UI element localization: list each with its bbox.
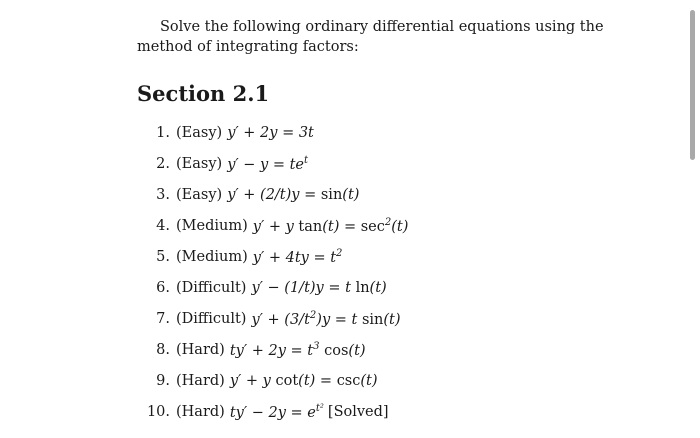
equation-part: y′ + 2y = 3t — [227, 124, 314, 141]
problem-number: 3. — [156, 186, 170, 203]
equation-superscript: 2 — [384, 216, 392, 228]
equation — [251, 310, 400, 328]
equation-part: ty′ − 2y = e — [229, 404, 316, 421]
difficulty-label: (Easy) — [176, 155, 223, 172]
difficulty-label: (Hard) — [176, 341, 225, 358]
equation-part: sec — [360, 218, 385, 235]
equation-part: sin — [320, 186, 343, 203]
equation — [230, 373, 378, 389]
solved-tag: [Solved] — [327, 403, 389, 420]
equation-part: ln — [355, 279, 370, 296]
equation-superscript: t — [304, 154, 309, 166]
equation-part: (t) = — [298, 372, 337, 389]
equation-part: sin — [361, 311, 384, 328]
problem-item — [137, 241, 408, 272]
problem-number: 7. — [156, 310, 170, 327]
equation-part: (t) — [391, 218, 409, 235]
equation — [251, 280, 386, 296]
problem-number: 2. — [156, 155, 170, 172]
scrollbar-thumb[interactable] — [690, 10, 695, 160]
problem-number: 1. — [156, 124, 170, 141]
equation-superscript: 2 — [336, 247, 343, 259]
equation — [227, 155, 308, 173]
problem-item — [137, 365, 408, 396]
problem-item — [137, 210, 408, 241]
problem-item — [137, 272, 408, 303]
equation-part: y′ + (3/t — [251, 311, 310, 328]
problem-item — [137, 179, 408, 210]
equation — [253, 217, 409, 235]
difficulty-label: (Hard) — [176, 403, 225, 420]
difficulty-label: (Difficult) — [176, 310, 247, 327]
equation-part: (t) — [360, 372, 378, 389]
problem-number: 5. — [156, 248, 170, 265]
equation — [230, 403, 324, 421]
equation-part: y′ − (1/t)y = t — [251, 279, 356, 296]
equation-part: csc — [336, 372, 361, 389]
equation-part: cot — [275, 372, 299, 389]
problem-number: 9. — [156, 372, 170, 389]
vertical-scrollbar[interactable] — [688, 0, 700, 438]
equation-part: (t) — [342, 186, 360, 203]
section-heading: Section 2.1 — [137, 81, 270, 106]
equation-part: y′ + y — [229, 372, 276, 389]
equation-part: )y = t — [316, 311, 362, 328]
equation-part: (t) = — [322, 218, 361, 235]
instructions-paragraph: Solve the following ordinary differential equations using the method of integrating factors: — [137, 19, 604, 55]
equation-superscript: t² — [315, 402, 324, 414]
problem-item — [137, 334, 408, 365]
equation-superscript: 3 — [313, 340, 320, 352]
problem-item — [137, 396, 408, 427]
equation — [253, 248, 343, 266]
problem-list — [137, 117, 408, 427]
equation — [230, 341, 366, 359]
equation-part: y′ − y = te — [227, 156, 305, 173]
difficulty-label: (Easy) — [176, 186, 223, 203]
equation-part: (t) — [383, 311, 401, 328]
equation-superscript: 2 — [309, 309, 317, 321]
problem-number: 10. — [146, 403, 170, 420]
equation — [227, 187, 359, 203]
equation-part: (t) — [348, 342, 366, 359]
problem-item — [137, 148, 408, 179]
equation-part: y′ + 4ty = t — [252, 249, 337, 266]
problem-number: 8. — [156, 341, 170, 358]
equation-part: ty′ + 2y = t — [229, 342, 314, 359]
difficulty-label: (Medium) — [176, 217, 248, 234]
equation — [227, 125, 314, 141]
difficulty-label: (Difficult) — [176, 279, 247, 296]
equation-part: y′ + (2/t)y = — [227, 186, 321, 203]
difficulty-label: (Medium) — [176, 248, 248, 265]
difficulty-label: (Easy) — [176, 124, 223, 141]
problem-number: 6. — [156, 279, 170, 296]
equation-part: y′ + y — [252, 218, 299, 235]
problem-item — [137, 117, 408, 148]
difficulty-label: (Hard) — [176, 372, 225, 389]
problem-number: 4. — [156, 217, 170, 234]
equation-part: (t) — [369, 279, 387, 296]
problem-item — [137, 303, 408, 334]
equation-part: cos — [324, 342, 349, 359]
equation-part: tan — [298, 218, 323, 235]
